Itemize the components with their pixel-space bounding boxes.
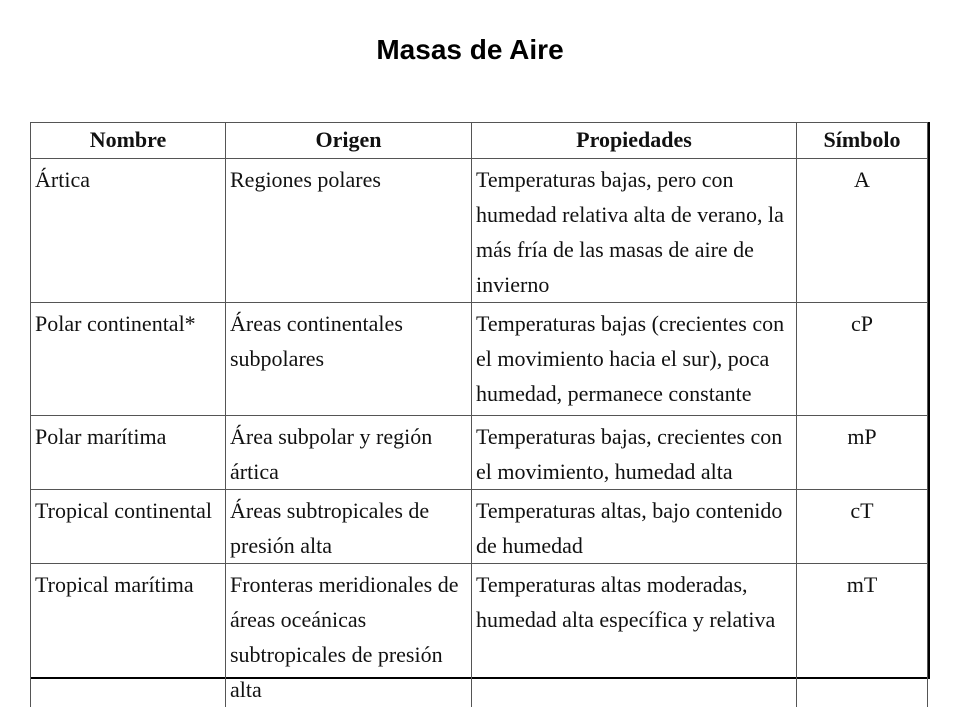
cell-origen: Fronteras meridionales de áreas oceánicas subtropicales de presión alta [226,564,472,708]
header-nombre: Nombre [31,123,226,159]
table-row [31,490,928,564]
cell-simbolo: mT [797,564,928,708]
table-row [31,159,928,303]
cell-simbolo: A [797,159,928,303]
cell-propiedades: Temperaturas bajas, pero con humedad relativa alta de verano, la más fría de las masas de aire de invierno [472,159,797,303]
cell-nombre: Polar continental* [31,303,226,416]
header-propiedades: Propiedades [472,123,797,159]
air-masses-table [30,122,928,707]
cell-origen: Regiones polares [226,159,472,303]
cell-nombre: Tropical continental [31,490,226,564]
page-title: Masas de Aire [376,34,564,65]
table-row [31,416,928,490]
table-row [31,564,928,708]
cell-simbolo: mP [797,416,928,490]
air-masses-table-container [30,122,930,702]
cell-nombre: Polar marítima [31,416,226,490]
cell-propiedades: Temperaturas bajas (crecientes con el movimiento hacia el sur), poca humedad, permanece constante [472,303,797,416]
header-simbolo: Símbolo [797,123,928,159]
cell-simbolo: cP [797,303,928,416]
cell-propiedades: Temperaturas bajas, crecientes con el movimiento, humedad alta [472,416,797,490]
table-row [31,303,928,416]
cell-origen: Área subpolar y región ártica [226,416,472,490]
cell-origen: Áreas subtropicales de presión alta [226,490,472,564]
cell-nombre: Tropical marítima [31,564,226,708]
cell-simbolo: cT [797,490,928,564]
cell-propiedades: Temperaturas altas moderadas, humedad alta específica y relativa [472,564,797,708]
cell-nombre: Ártica [31,159,226,303]
cell-propiedades: Temperaturas altas, bajo contenido de humedad [472,490,797,564]
table-header-row [31,123,928,159]
cell-origen: Áreas continentales subpolares [226,303,472,416]
header-origen: Origen [226,123,472,159]
